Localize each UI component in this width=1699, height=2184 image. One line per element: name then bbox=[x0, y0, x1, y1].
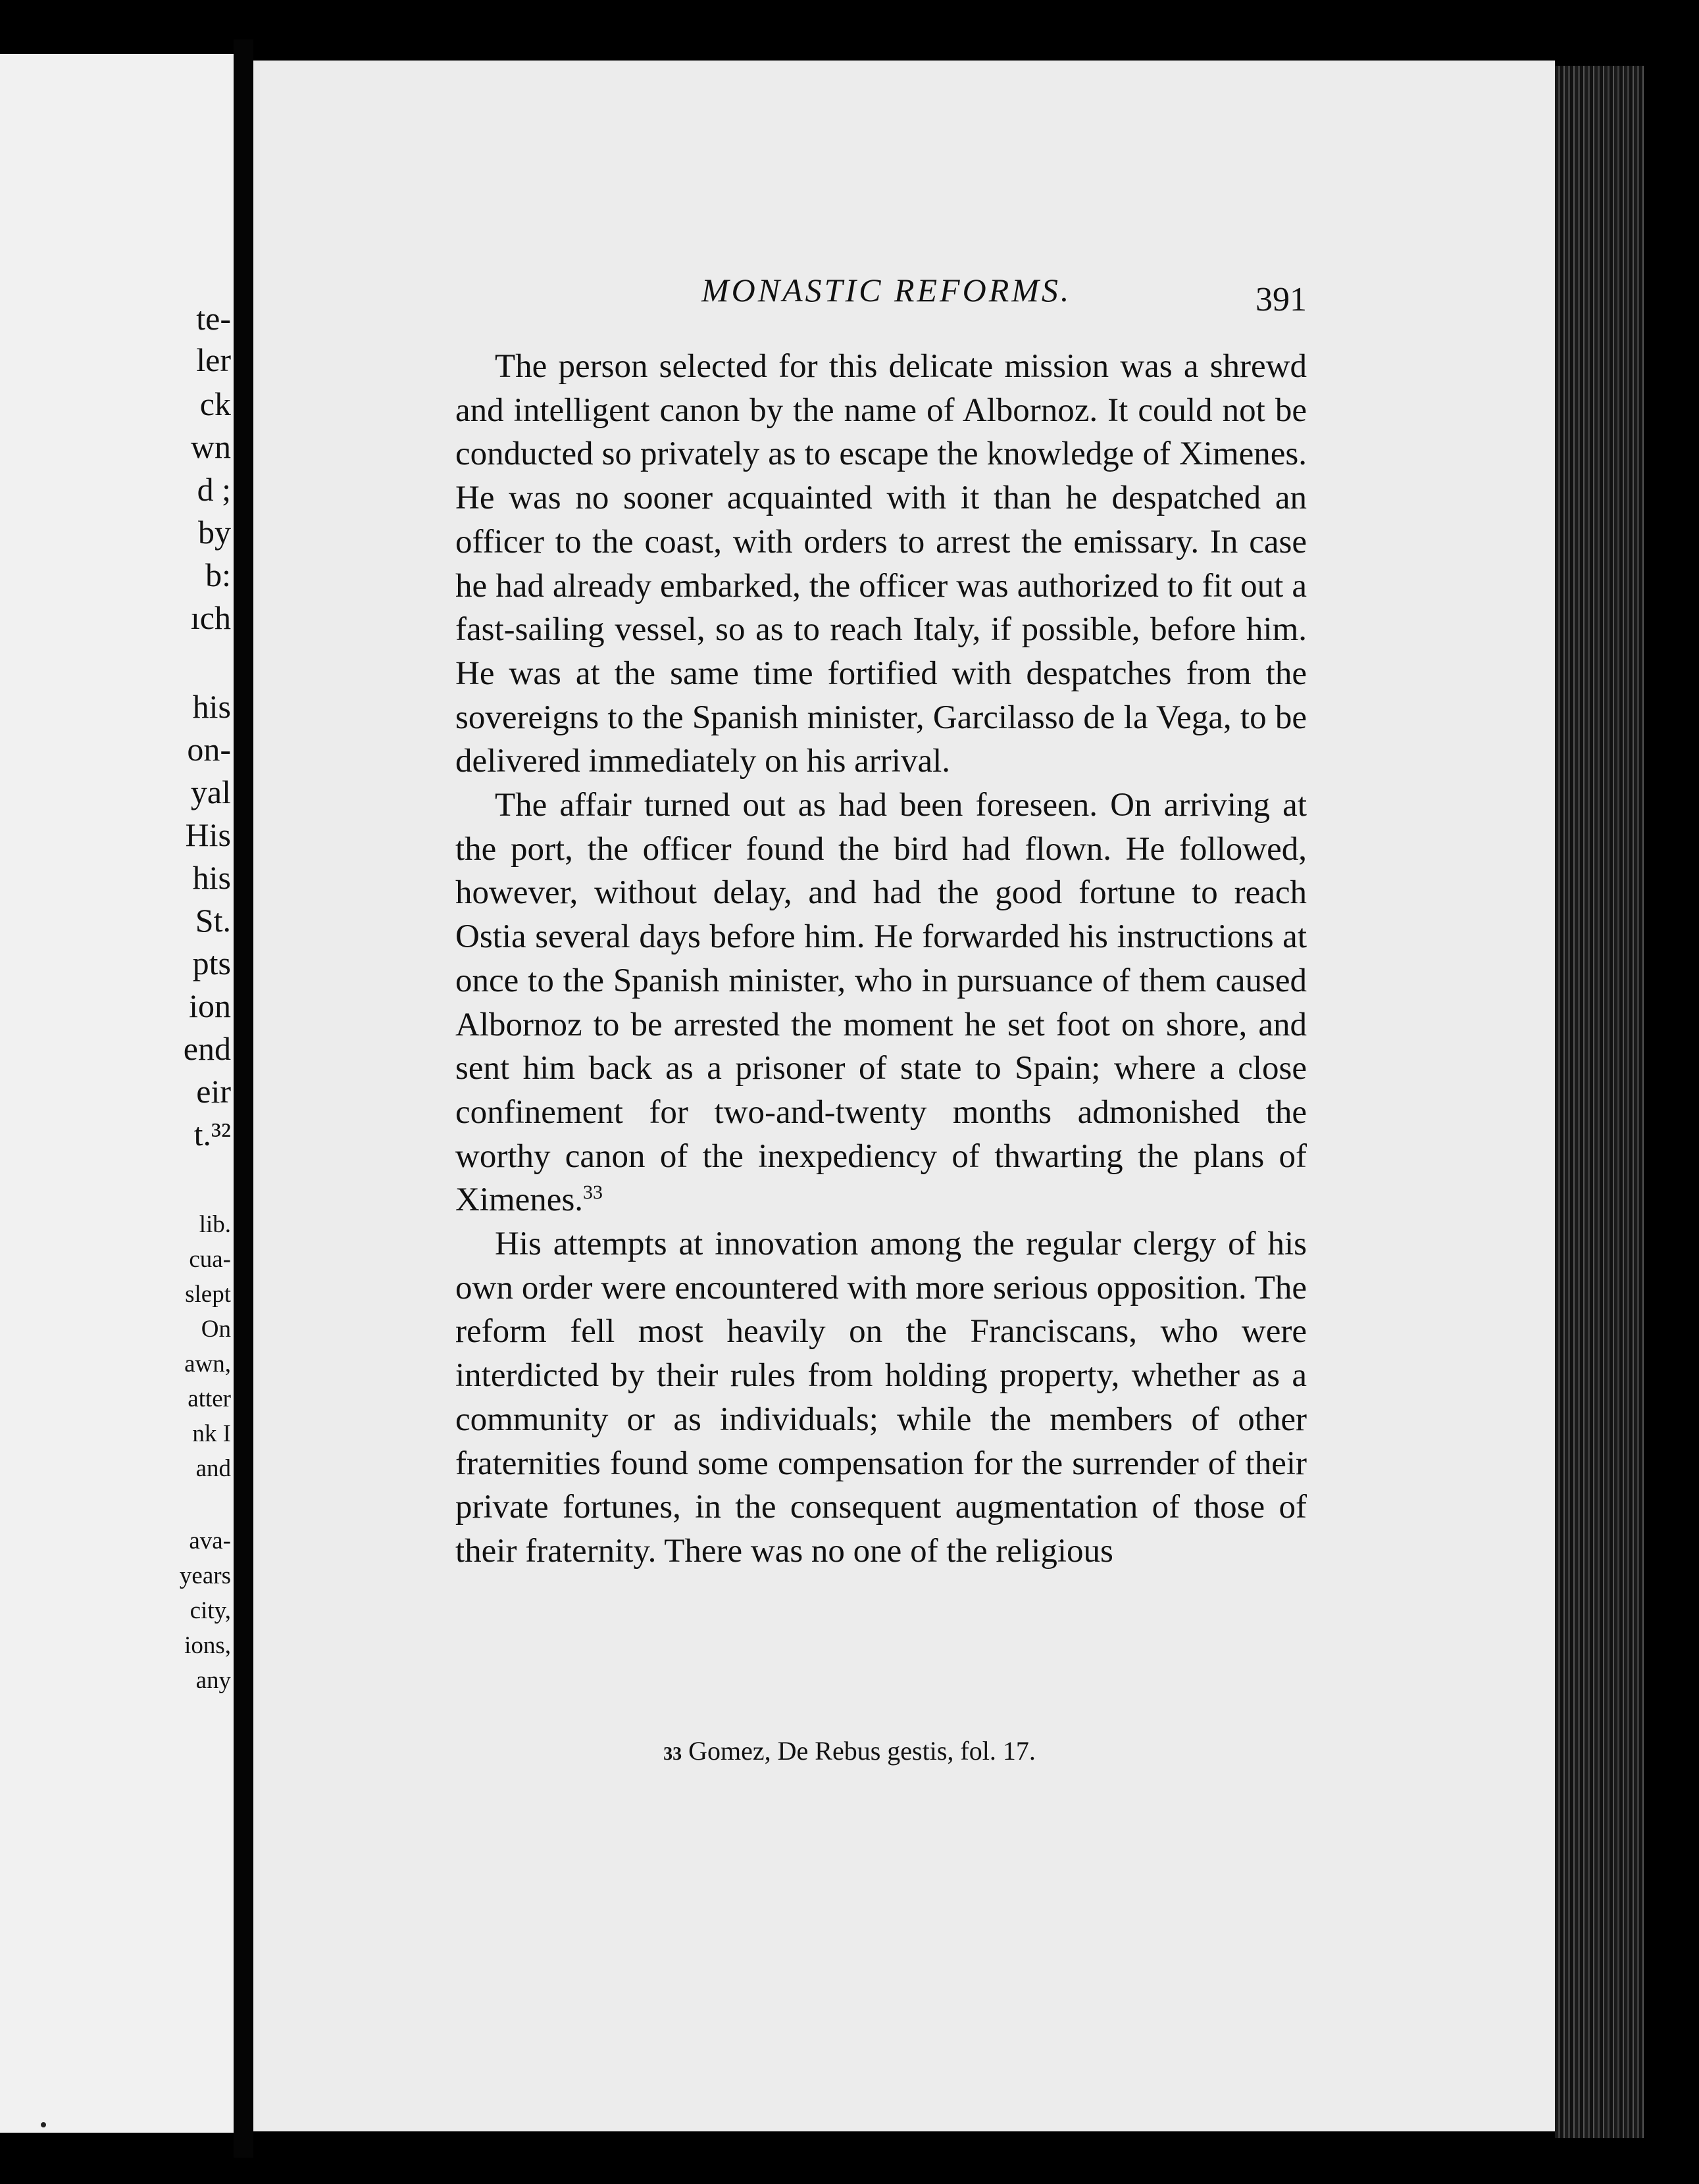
left-page-line: t.³² bbox=[193, 1116, 231, 1153]
paragraph bbox=[455, 1222, 1307, 1574]
paragraph-text: The person selected for this delicate mission was a shrewd and intelligent canon by the name of Albornoz. It could not be conducted so privately as to escape the knowledge of Ximenes. He was no sooner acquainted with it than he despatched an officer to the coast, with orders to arrest the emissary. In case he had already embarked, the officer was authorized to fit out a fast-sailing vessel, so as to reach Italy, if possible, before him. He was at the same time fortified with despatches from the sovereigns to the Spanish minister, Garcilasso de la Vega, to be delivered immediately on his arrival. bbox=[455, 348, 1307, 780]
left-page-line: on- bbox=[187, 731, 231, 768]
left-page-note-line: atter bbox=[188, 1385, 231, 1412]
book-gutter bbox=[234, 39, 253, 2158]
left-page-note-line: and bbox=[195, 1455, 231, 1482]
left-page-note-line: awn, bbox=[184, 1351, 231, 1377]
left-page-line: His bbox=[185, 816, 231, 853]
left-page-line: his bbox=[192, 859, 231, 896]
ink-speck bbox=[41, 2122, 46, 2127]
left-page-line: wn bbox=[190, 428, 231, 465]
left-page-line: St. bbox=[195, 902, 231, 939]
left-page-note-line: cua- bbox=[189, 1246, 231, 1273]
paragraph-text: The affair turned out as had been foreseen. On arriving at the port, the officer found the bird had flown. He followed, however, without delay, and had the good fortune to reach Ostia several days before him. He forwarded his instructions at once to the Spanish minister, who in pursuance of them caused Albornoz to be arrested the moment he set foot on shore, and sent him back as a prisoner of state to Spain; where a close confinement for two-and-twenty months admonished the worthy canon of the inexpediency of thwarting the plans of Ximenes. bbox=[455, 787, 1307, 1219]
left-page-note-line: years bbox=[179, 1562, 231, 1589]
left-page-line: ck bbox=[199, 385, 231, 422]
left-page-note-line: nk I bbox=[192, 1420, 231, 1447]
left-page-line: end bbox=[183, 1030, 231, 1067]
footnote bbox=[0, 1735, 1699, 1766]
left-page-note-line: city, bbox=[190, 1597, 231, 1624]
left-page-line: ler bbox=[196, 341, 231, 378]
previous-page-fragment bbox=[0, 54, 234, 2133]
footnote-reference: 33 bbox=[583, 1181, 603, 1204]
paragraph bbox=[455, 345, 1307, 783]
left-page-note-line: lib. bbox=[199, 1211, 231, 1238]
paragraph-text: His attempts at innovation among the regular clergy of his own order were encountered with more serious opposition. The reform fell most heavily on the Franciscans, who were interdicted by their rules from holding property, whether as a community or as individuals; while the members of other fraternities found some compensation for the surrender of their private fortunes, in the consequent augmentation of those of their fraternity. There was no one of the religious bbox=[455, 1226, 1307, 1570]
page-edges bbox=[1555, 66, 1644, 2138]
footnote-text: Gomez, De Rebus gestis, fol. 17. bbox=[688, 1736, 1036, 1766]
left-page-line: te- bbox=[196, 300, 231, 337]
left-page-note-line: ava- bbox=[189, 1527, 231, 1554]
paragraph bbox=[455, 783, 1307, 1222]
left-page-line: his bbox=[192, 688, 231, 725]
footnote-mark: 33 bbox=[663, 1744, 682, 1764]
left-page-line: ıch bbox=[190, 599, 231, 636]
left-page-line: eir bbox=[196, 1073, 231, 1110]
left-page-line: b: bbox=[205, 557, 231, 593]
left-page-line: yal bbox=[190, 774, 231, 810]
page-number: 391 bbox=[1255, 281, 1307, 318]
left-page-note-line: any bbox=[195, 1667, 231, 1694]
left-page-note-line: slept bbox=[185, 1281, 231, 1308]
body-text bbox=[455, 345, 1307, 1574]
left-page-line: pts bbox=[192, 945, 231, 981]
left-page-line: by bbox=[198, 514, 231, 551]
left-page-note-line: On bbox=[201, 1316, 231, 1343]
left-page-note-line: ions, bbox=[184, 1632, 231, 1659]
left-page-line: ion bbox=[189, 987, 231, 1024]
left-page-line: d ; bbox=[197, 471, 231, 508]
running-head: MONASTIC REFORMS. bbox=[701, 272, 1072, 309]
